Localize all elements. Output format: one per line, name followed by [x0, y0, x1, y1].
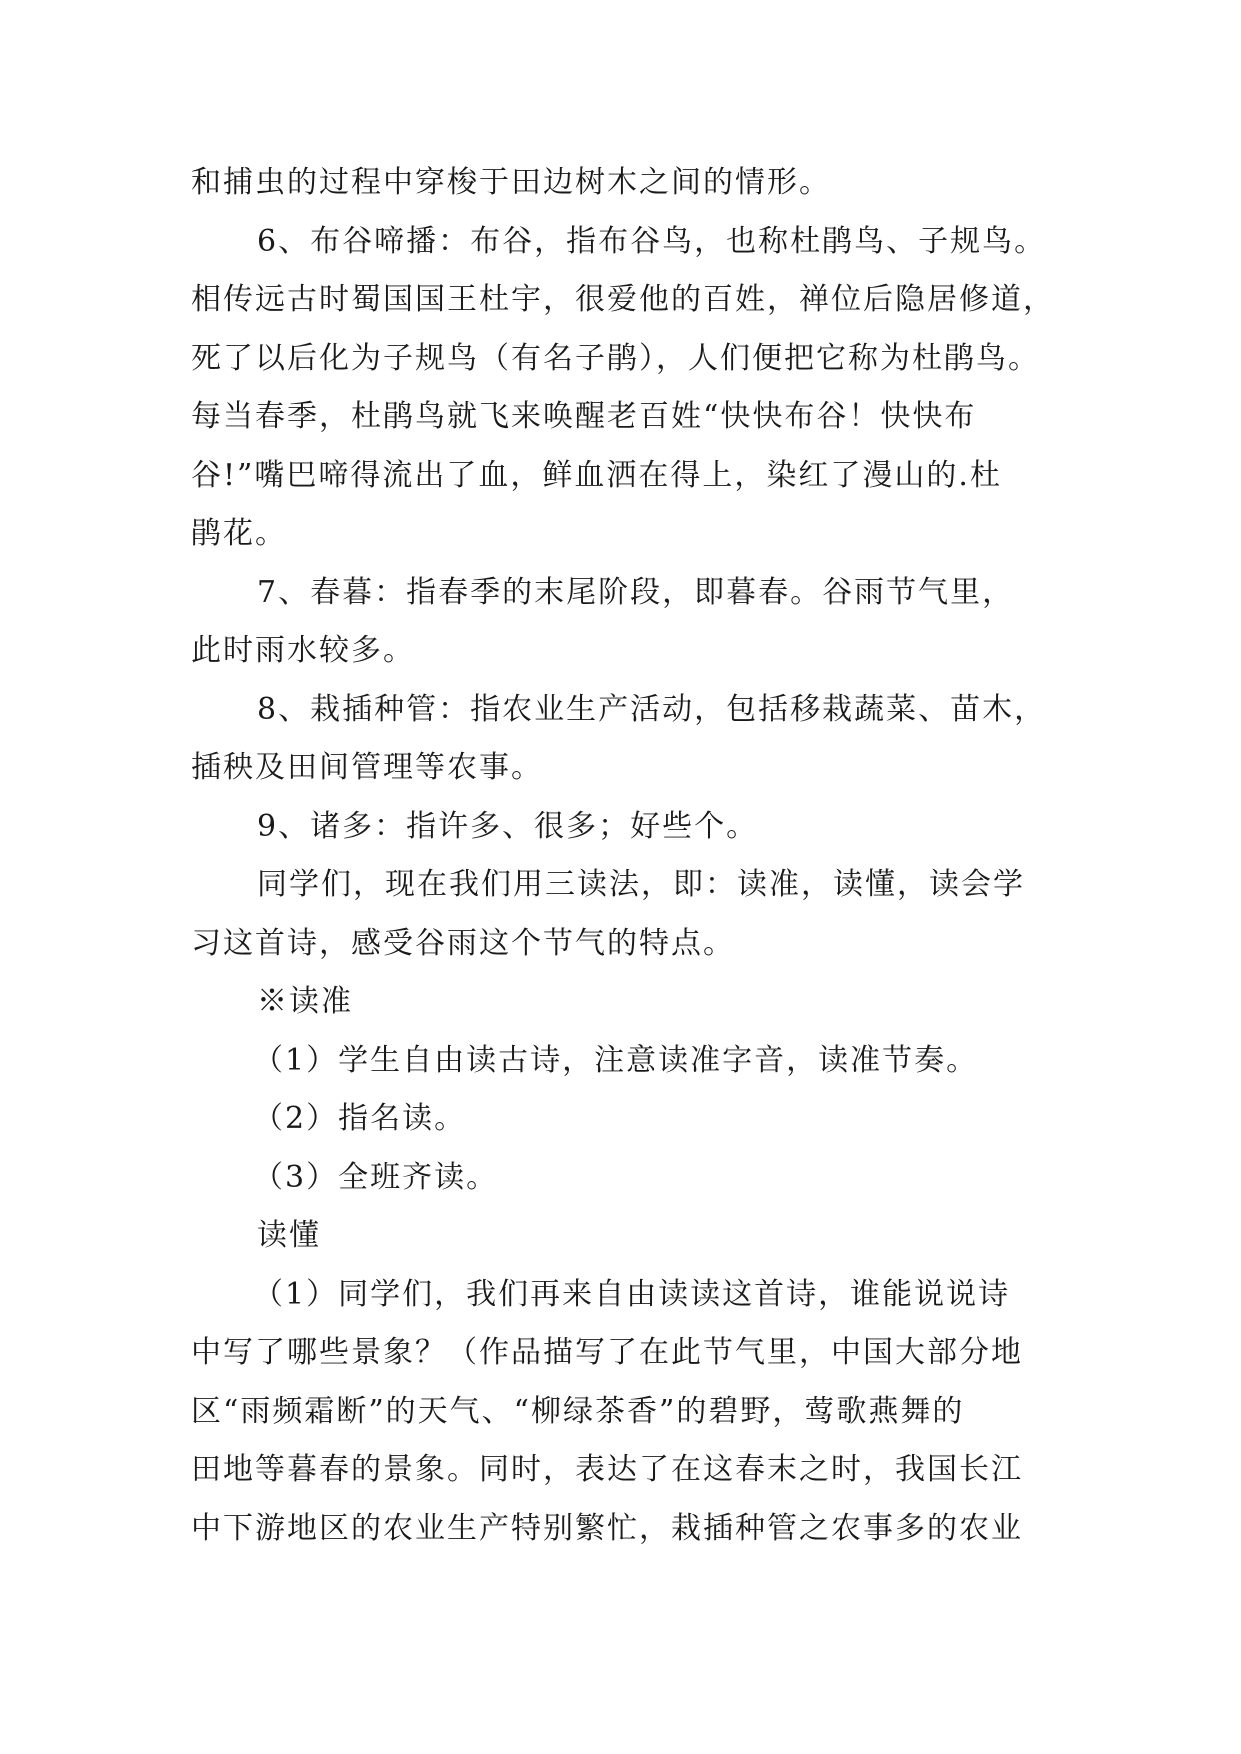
- section-heading: ※读准: [257, 984, 353, 1019]
- text-line: 习这首诗，感受谷雨这个节气的特点。: [191, 925, 735, 961]
- text-line: 插秧及田间管理等农事。: [191, 750, 543, 785]
- text-line: 每当春季，杜鹃鸟就飞来唤醒老百姓“快快布谷！快快布: [191, 399, 977, 434]
- text-line: 6、布谷啼播：布谷，指布谷鸟，也称杜鹃鸟、子规鸟。: [257, 223, 1047, 259]
- text-line: 和捕虫的过程中穿梭于田边树木之间的情形。: [191, 165, 831, 200]
- text-line: 中写了哪些景象？（作品描写了在此节气里，中国大部分地: [191, 1335, 1023, 1370]
- text-line: 8、栽插种管：指农业生产活动，包括移栽蔬菜、苗木，: [257, 691, 1047, 727]
- text-line: 死了以后化为子规鸟（有名子鹃），人们便把它称为杜鹃鸟。: [191, 340, 1040, 376]
- list-item: （2）指名读。: [253, 1101, 467, 1136]
- list-item: （1）学生自由读古诗，注意读准字音，读准节奏。: [253, 1042, 979, 1078]
- list-item: （1）同学们，我们再来自由读读这首诗，谁能说说诗: [253, 1276, 1011, 1312]
- text-line: 鹃花。: [191, 516, 287, 551]
- document-body: [191, 154, 1071, 1558]
- text-line: 同学们，现在我们用三读法，即：读准，读懂，读会学: [257, 867, 1025, 902]
- text-line: 9、诸多：指许多、很多；好些个。: [257, 808, 759, 844]
- text-line: 田地等暮春的景象。同时，表达了在这春末之时，我国长江: [191, 1452, 1023, 1487]
- text-line: 此时雨水较多。: [191, 633, 415, 668]
- text-line: 相传远古时蜀国国王杜宇，很爱他的百姓，禅位后隐居修道，: [191, 282, 1055, 317]
- text-line: 谷!”嘴巴啼得流出了血，鲜血洒在得上，染红了漫山的.杜: [191, 457, 1002, 493]
- text-line: 中下游地区的农业生产特别繁忙，栽插种管之农事多的农业: [191, 1510, 1023, 1546]
- text-line: 区“雨频霜断”的天气、“柳绿茶香”的碧野，莺歌燕舞的: [191, 1393, 965, 1429]
- list-item: （3）全班齐读。: [253, 1159, 499, 1195]
- section-heading: 读懂: [257, 1218, 321, 1253]
- text-line: 7、春暮：指春季的末尾阶段，即暮春。谷雨节气里，: [257, 574, 1015, 610]
